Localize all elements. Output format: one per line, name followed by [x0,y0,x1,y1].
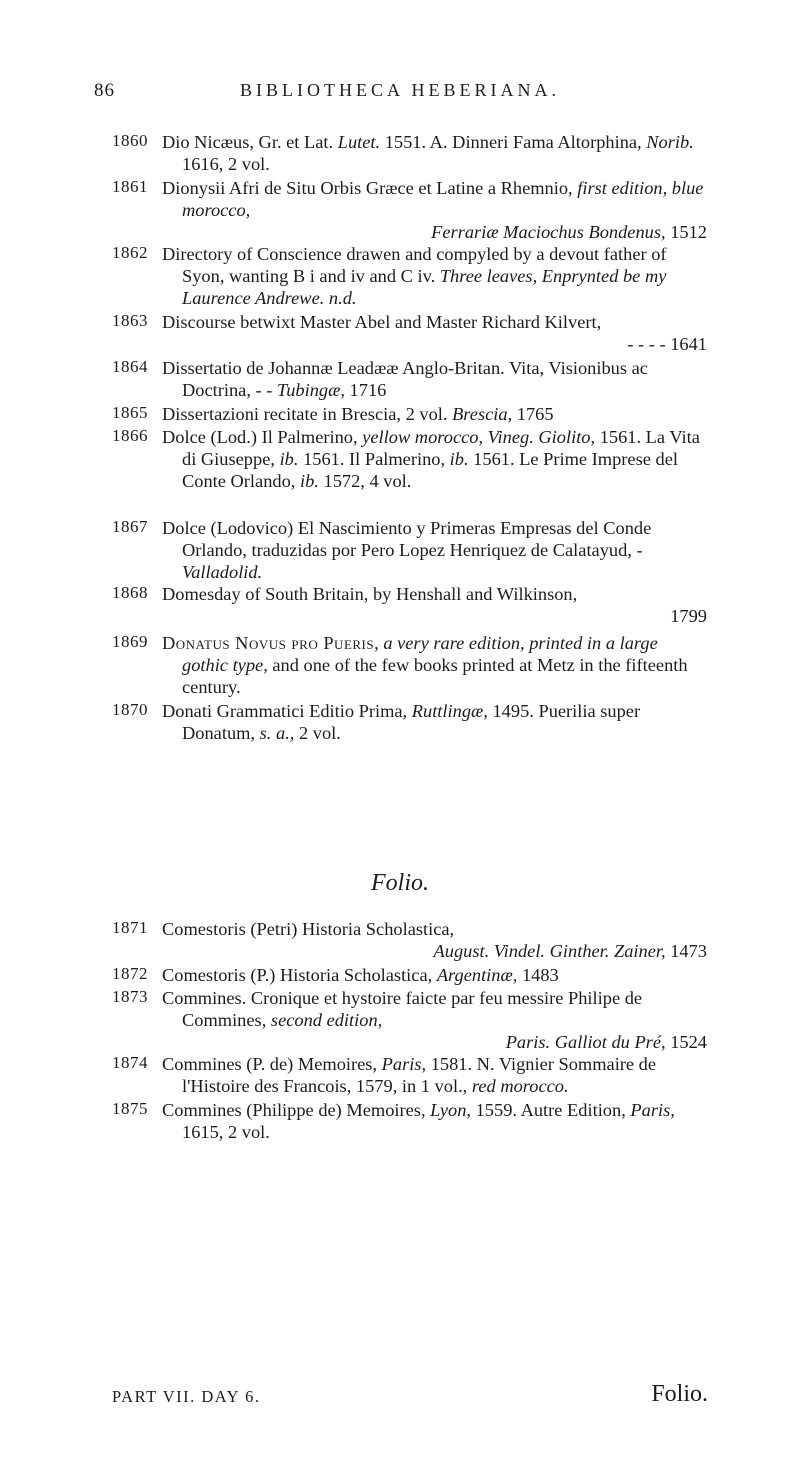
page-footer [0,1381,800,1417]
entry-text-run: Comestoris (Petri) Historia Scholastica, [162,919,455,939]
lot-number: 1872 [112,964,148,983]
entry-imprint [182,333,707,355]
entry-imprint [182,605,707,627]
italic-text: Argentinæ, [436,965,518,985]
lot-number: 1873 [112,987,148,1006]
italic-text: first edition, blue morocco, [182,178,704,220]
entry-text-run: 1551. A. Dinneri Fama Altorphina, [380,132,647,152]
entry-description [162,918,707,962]
entry-description [162,311,707,355]
lot-number: 1869 [112,632,148,651]
italic-text: Paris, [630,1100,675,1120]
italic-text: second edition, [270,1010,383,1030]
entry-text-run: 1765 [512,404,554,424]
italic-text: Three leaves, Enprynted be my Laurence Andrewe. n.d. [182,266,667,308]
lot-number: 1863 [112,311,148,330]
italic-text: Ferrariæ Maciochus Bondenus, [431,222,666,242]
italic-text: August. Vindel. Ginther. Zainer, [433,941,666,961]
entry-text-run: 1615, 2 vol. [182,1122,270,1142]
lot-number: 1860 [112,131,148,150]
lot-number: 1871 [112,918,148,937]
entry-text-run: 1572, 4 vol. [318,471,412,491]
entry-text-run: Directory of Conscience drawen and compyled by a devout father of Syon, wanting B i and iv and C iv. [162,244,667,286]
entry-text-run: Dionysii Afri de Situ Orbis Græce et Latine a Rhemnio, [162,178,578,198]
entry-text-run: 1512 [665,222,707,242]
entry-text-run: 1495. Puerilia super Donatum, [182,701,641,743]
lot-number: 1866 [112,426,148,445]
page-number: 86 [94,80,115,101]
entry-text-run: 1561. La Vita di Giuseppe, [182,427,700,469]
entry-text-run: Dissertazioni recitate in Brescia, 2 vol. [162,404,453,424]
italic-text: Norib. [646,132,694,152]
entry-text-run: 1616, 2 vol. [182,154,270,174]
entry-description [162,403,707,425]
italic-text: Brescia, [452,404,513,424]
italic-text: a very rare edition, printed in a large gothic type, [182,633,658,675]
entry-description [162,700,707,744]
entry-text-run: 1561. Il Palmerino, [298,449,450,469]
lot-number: 1868 [112,583,148,602]
entry-description [162,243,707,309]
entry-text-run: 1524 [665,1032,707,1052]
italic-text: yellow morocco, Vineg. Giolito, [362,427,596,447]
italic-text: s. a., [259,723,295,743]
lot-number: 1875 [112,1099,148,1118]
entry-text-run: 1559. Autre Edition, [471,1100,631,1120]
entry-description [162,1099,707,1143]
italic-text: ib. [449,449,469,469]
entry-description [162,131,707,175]
entry-description [162,632,707,698]
entry-text-run: 1483 [517,965,559,985]
italic-text: Lutet. [337,132,381,152]
entry-description [162,987,707,1053]
entry-text-run: 2 vol. [294,723,341,743]
entry-description [162,964,707,986]
italic-text: red morocco. [471,1076,569,1096]
footer-catchword: Folio. [651,1381,708,1407]
entry-text-run: - - - - 1641 [627,334,707,354]
italic-text: Tubingæ, [276,380,345,400]
italic-text: Paris. Galliot du Pré, [505,1032,666,1052]
page-header [0,80,800,110]
lot-number: 1862 [112,243,148,262]
entry-text-run: , [374,633,384,653]
entry-description [162,583,707,627]
footer-signature: PART VII. DAY 6. [112,1387,261,1406]
entry-text-run: and one of the few books printed at Metz in the fifteenth century. [182,655,688,697]
entry-description [162,177,707,243]
entry-imprint [182,221,707,243]
entry-text-run: Dio Nicæus, Gr. et Lat. [162,132,338,152]
italic-text: Ruttlingæ, [411,701,488,721]
entry-description [162,426,707,492]
entry-text-run: 1581. N. Vignier Sommaire de l'Histoire des Francois, 1579, in 1 vol., [182,1054,657,1096]
lot-number: 1864 [112,357,148,376]
italic-text: Valladolid. [182,562,263,582]
lot-number: 1874 [112,1053,148,1072]
entry-text-run: 1799 [670,606,707,626]
entry-text-run: Comestoris (P.) Historia Scholastica, [162,965,437,985]
italic-text: ib. [300,471,319,491]
lot-number: 1865 [112,403,148,422]
lot-number: 1870 [112,700,148,719]
entry-text-run: 1716 [344,380,387,400]
entry-text-run: Dolce (Lod.) Il Palmerino, [162,427,363,447]
lot-number: 1861 [112,177,148,196]
entry-text-run: Dolce (Lodovico) El Nascimiento y Primeras Empresas del Conde Orlando, traduzidas por Pero Lopez Henriquez de Calatayud, - [162,518,652,560]
entry-imprint [182,1031,707,1053]
running-head: BIBLIOTHECA HEBERIANA. [240,80,560,100]
entry-description [162,357,707,401]
entry-description [162,517,707,583]
entry-text-run: Dissertatio de Johannæ Leadææ Anglo-Britan. Vita, Visionibus ac Doctrina, - - [162,358,648,400]
entry-text-run: Donatus Novus pro Pueris [162,633,375,653]
italic-text: Lyon, [430,1100,472,1120]
entry-text-run: 1561. Le Prime Imprese del Conte Orlando, [182,449,678,491]
entry-text-run: Discourse betwixt Master Abel and Master Richard Kilvert, [162,312,602,332]
entry-text-run: Domesday of South Britain, by Henshall and Wilkinson, [162,584,578,604]
section-heading: Folio. [371,870,429,896]
entry-description [162,1053,707,1097]
entry-imprint [182,940,707,962]
entry-text-run: Commines. Cronique et hystoire faicte par feu messire Philipe de Commines, [162,988,643,1030]
lot-number: 1867 [112,517,148,536]
entry-text-run: 1473 [665,941,707,961]
entry-text-run: Donati Grammatici Editio Prima, [162,701,412,721]
italic-text: ib. [279,449,299,469]
entry-text-run: Commines (P. de) Memoires, [162,1054,382,1074]
entry-text-run: Commines (Philippe de) Memoires, [162,1100,431,1120]
italic-text: Paris, [381,1054,427,1074]
